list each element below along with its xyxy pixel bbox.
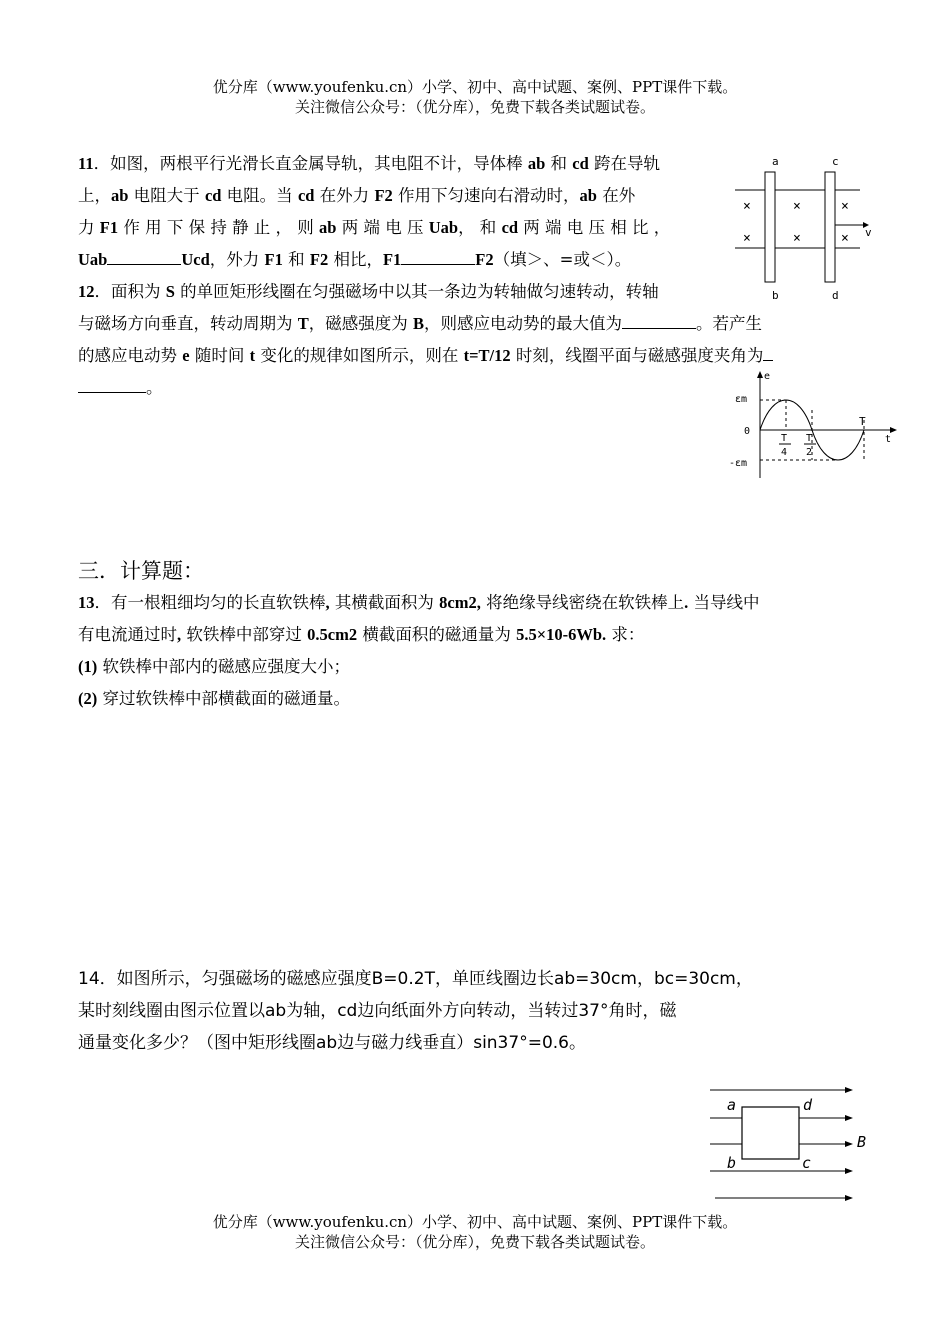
- q13-text: 穿过软铁棒中部横截面的磁通量。: [97, 689, 350, 708]
- q13-line-1: [78, 587, 759, 619]
- q13-text: 求：: [606, 625, 645, 644]
- q11-text: ．如图，两根平行光滑长直金属导轨，其电阻不计，导体棒: [93, 154, 528, 173]
- q11-cd: cd: [572, 154, 589, 173]
- q12-text: 的感应电动势: [78, 346, 183, 365]
- q11-text: ，外力: [209, 250, 265, 269]
- q11-text: 在外: [596, 186, 636, 205]
- q12-text: 。: [146, 378, 163, 397]
- q14-line-3: 通量变化多少？（图中矩形线圈ab边与磁力线垂直）sin37°=0.6。: [78, 1033, 586, 1053]
- q11-ab: ab: [527, 154, 546, 173]
- q13-text: 其横截面积为: [329, 593, 440, 612]
- q13-text: 当导线中: [688, 593, 760, 612]
- label-T: T: [859, 415, 866, 428]
- label-b: b: [727, 1154, 737, 1172]
- q12-time: t=T/12: [463, 346, 511, 365]
- answer-blank[interactable]: [107, 250, 181, 265]
- q13-text: ．有一根粗细均匀的长直软铁棒: [94, 593, 326, 612]
- field-arrowhead: [845, 1168, 853, 1174]
- label-t2: T: [806, 433, 813, 444]
- q11-rail-diagram: [735, 150, 885, 302]
- field-cross: ×: [793, 231, 801, 246]
- q11-text: （填＞、=或＜）。: [493, 250, 632, 269]
- field-arrowhead: [845, 1195, 853, 1201]
- q12-text: 与磁场方向垂直，转动周期为: [78, 314, 298, 333]
- q13-part-1: [78, 651, 350, 683]
- q12-text: ，磁感强度为: [308, 314, 414, 333]
- q13-area: 8cm2: [439, 593, 477, 612]
- q13-part-label: (2): [78, 689, 98, 708]
- label-a: a: [772, 155, 779, 168]
- q13-number: 13: [78, 593, 95, 612]
- q11-cd: cd: [297, 186, 315, 205]
- q11-text: 电阻大于: [128, 186, 205, 205]
- label-b: b: [772, 289, 779, 302]
- q11-line-2: [78, 180, 635, 212]
- q12-emf-graph: [729, 370, 900, 482]
- bar-ab: [765, 172, 775, 282]
- q11-text: 和: [545, 154, 573, 173]
- q12-line-4: [78, 372, 163, 404]
- q12-e: e: [182, 346, 190, 365]
- q12-text: 的单匝矩形线圈在匀强磁场中以其一条边为转轴做匀速转动，转轴: [174, 282, 659, 301]
- footer-line-1: 优分库（www.youfenku.cn）小学、初中、高中试题、案例、PPT课件下载。: [212, 1213, 738, 1231]
- q11-f2: F2: [475, 250, 494, 269]
- q13-punct: ,: [476, 593, 481, 612]
- q11-uab: Uab: [78, 250, 108, 269]
- q11-text: ， 和: [458, 218, 502, 237]
- q13-part-label: (1): [78, 657, 98, 676]
- q13-punct: .: [684, 593, 689, 612]
- q12-t-period: T: [297, 314, 309, 333]
- q13-area2: 0.5cm2: [307, 625, 358, 644]
- label-e: e: [764, 371, 771, 382]
- q12-b: B: [413, 314, 425, 333]
- q11-text: 跨在导轨: [588, 154, 661, 173]
- q12-number: 12: [78, 282, 95, 301]
- q11-uab: Uab: [428, 218, 459, 237]
- e-axis-arrow: [757, 371, 763, 378]
- t-axis-arrow: [890, 427, 897, 433]
- q12-text: ，则感应电动势的最大值为: [424, 314, 623, 333]
- q11-text: 电阻。当: [221, 186, 298, 205]
- q11-number: 11: [78, 154, 94, 173]
- q14-line-2: 某时刻线圈由图示位置以ab为轴，cd边向纸面外方向转动，当转过37°角时，磁: [78, 1001, 677, 1021]
- q11-text: 作用下匀速向右滑动时，: [392, 186, 580, 205]
- q13-flux: 5.5×10-6Wb.: [516, 625, 607, 644]
- q12-text: ．面积为: [94, 282, 166, 301]
- label-c: c: [802, 1154, 812, 1172]
- field-cross: ×: [841, 231, 849, 246]
- q11-text: 力: [78, 218, 100, 237]
- label-2: 2: [806, 447, 813, 458]
- q11-ucd: Ucd: [181, 250, 210, 269]
- field-cross: ×: [793, 199, 801, 214]
- q11-f1: F1: [99, 218, 119, 237]
- section-title: 三．计算题：: [78, 559, 204, 583]
- header-line-1: 优分库（www.youfenku.cn）小学、初中、高中试题、案例、PPT课件下载。: [212, 78, 738, 96]
- q13-punct: ,: [177, 625, 182, 644]
- answer-blank[interactable]: [78, 378, 146, 393]
- field-cross: ×: [743, 231, 751, 246]
- q11-ab: ab: [319, 218, 337, 237]
- label-d: d: [803, 1096, 813, 1114]
- q11-f2: F2: [374, 186, 393, 205]
- q13-text: 横截面积的磁通量为: [357, 625, 517, 644]
- q12-t: t: [249, 346, 256, 365]
- label-B: B: [857, 1133, 867, 1151]
- q11-ab: ab: [111, 186, 129, 205]
- q11-line-4: [78, 244, 631, 276]
- field-arrowhead: [845, 1087, 853, 1093]
- label-4: 4: [781, 447, 788, 458]
- q11-line-1: [78, 148, 660, 180]
- field-arrowhead: [845, 1115, 853, 1121]
- q11-f1: F1: [264, 250, 283, 269]
- q14-line-1: 14．如图所示，匀强磁场的磁感应强度B=0.2T，单匝线圈边长ab=30cm，bc=30cm，: [78, 969, 753, 989]
- label-em: εm: [735, 394, 748, 405]
- q14-coil-diagram: [705, 1080, 880, 1210]
- q11-text: 两 端 电 压: [336, 218, 429, 237]
- label-a: a: [727, 1096, 737, 1114]
- answer-blank[interactable]: [622, 314, 696, 329]
- q12-s: S: [165, 282, 175, 301]
- label-v: v: [865, 226, 872, 239]
- label-t: t: [885, 434, 892, 445]
- q11-line-3: [78, 212, 670, 244]
- q11-cd: cd: [204, 186, 222, 205]
- field-cross: ×: [841, 199, 849, 214]
- answer-blank[interactable]: [763, 346, 773, 361]
- q11-f2: F2: [309, 250, 329, 269]
- q11-cd: cd: [501, 218, 519, 237]
- label-c: c: [832, 155, 839, 168]
- q12-text: 时刻，线圈平面与磁感强度夹角为: [510, 346, 764, 365]
- q11-text: 在外力: [314, 186, 375, 205]
- q11-text: 和: [282, 250, 310, 269]
- header-line-2: 关注微信公众号：（优分库），免费下载各类试题试卷。: [294, 98, 655, 116]
- coil: [742, 1107, 799, 1159]
- label-t4: T: [781, 433, 788, 444]
- q12-text: 。若产生: [696, 314, 763, 333]
- q12-line-1: [78, 276, 659, 308]
- q11-f1: F1: [382, 250, 402, 269]
- q12-line-3: [78, 340, 773, 372]
- q13-text: 有电流通过时: [78, 625, 177, 644]
- label-zero: 0: [744, 426, 751, 437]
- q13-punct: ,: [325, 593, 330, 612]
- answer-blank[interactable]: [401, 250, 475, 265]
- label-neg-em: -εm: [729, 458, 748, 469]
- q12-line-2: [78, 308, 762, 340]
- q11-text: 上，: [78, 186, 111, 205]
- q13-text: 软铁棒中部内的磁感应强度大小；: [97, 657, 350, 676]
- bar-cd: [825, 172, 835, 282]
- label-d: d: [832, 289, 839, 302]
- q11-text: 相比，: [328, 250, 383, 269]
- q13-text: 软铁棒中部穿过: [181, 625, 308, 644]
- q11-text: 两 端 电 压 相 比 ，: [518, 218, 671, 237]
- footer-line-2: 关注微信公众号：（优分库），免费下载各类试题试卷。: [294, 1233, 655, 1251]
- q13-line-2: [78, 619, 644, 651]
- q13-part-2: [78, 683, 350, 715]
- q12-text: 变化的规律如图所示，则在: [255, 346, 464, 365]
- q12-text: 随时间: [189, 346, 250, 365]
- q13-text: 将绝缘导线密绕在软铁棒上: [480, 593, 685, 612]
- field-arrowhead: [845, 1141, 853, 1147]
- q11-ab: ab: [579, 186, 597, 205]
- field-cross: ×: [743, 199, 751, 214]
- q11-text: 作 用 下 保 持 静 止 ， 则: [118, 218, 320, 237]
